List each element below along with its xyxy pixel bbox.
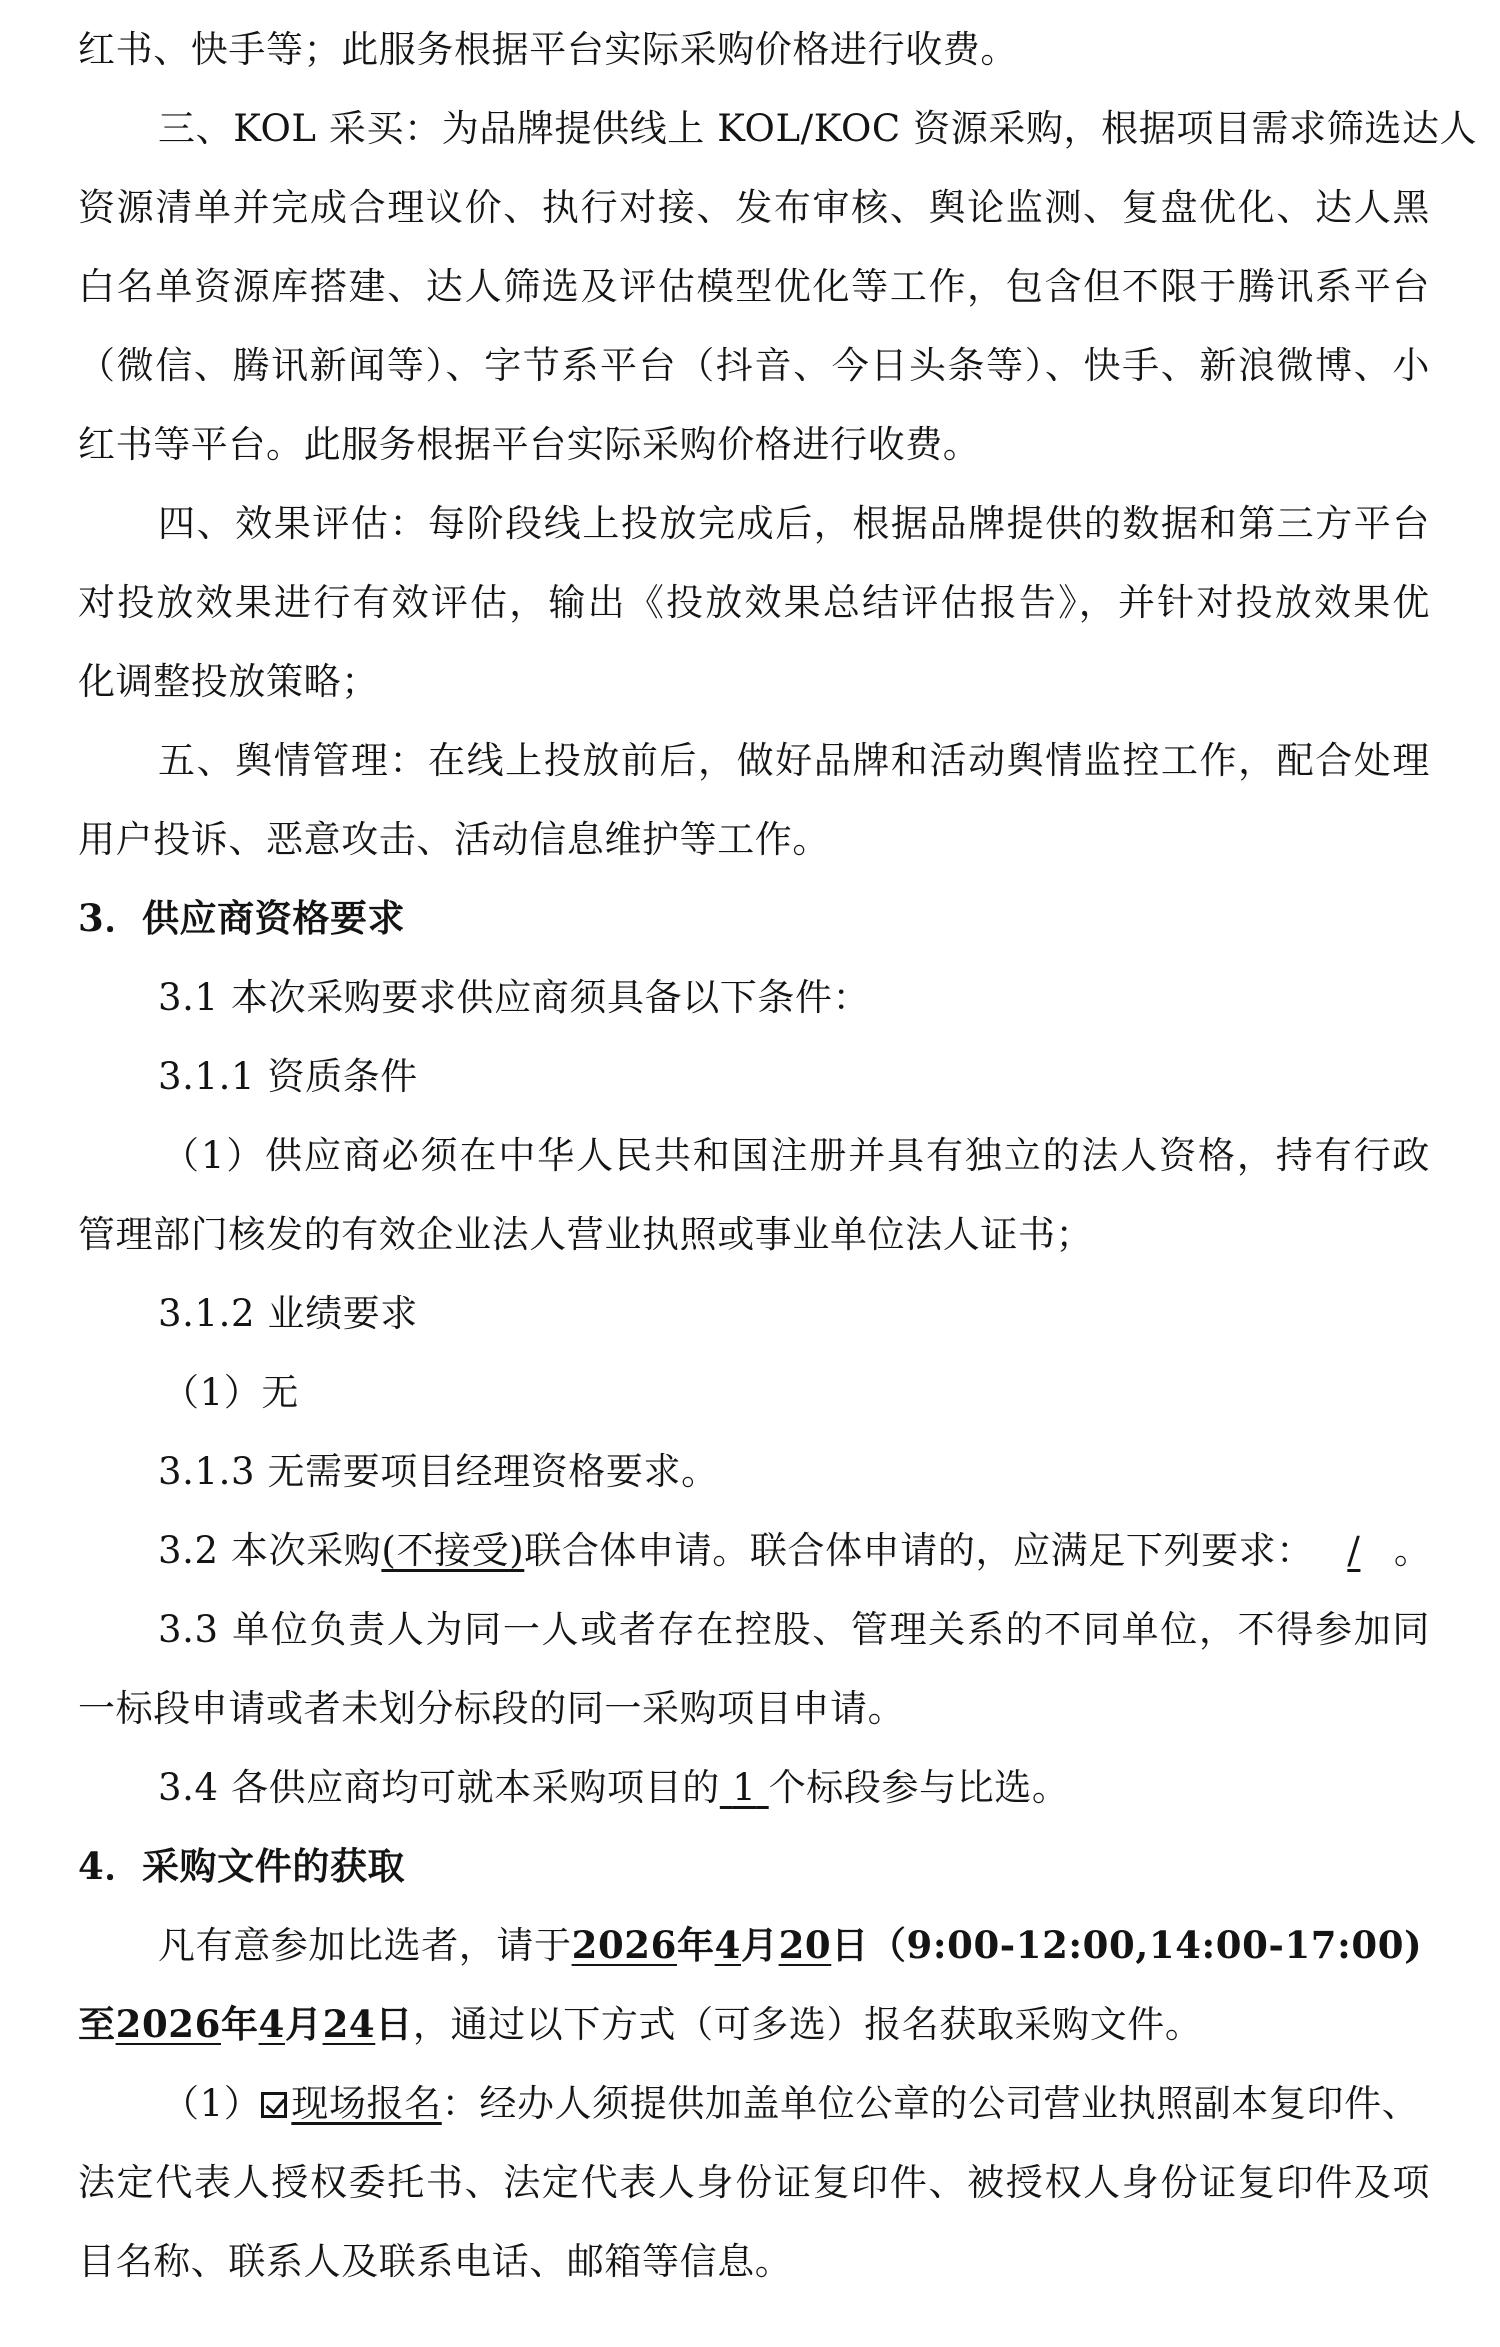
clause-3-4-suffix: 个标段参与比选。 [768, 1766, 1070, 1809]
document-page [78, 10, 1478, 2301]
clause-3-2 [78, 1511, 1430, 1590]
consortium-option: (不接受) [381, 1529, 525, 1572]
end-year: 2026 [115, 2002, 221, 2046]
end-month: 4 [258, 2002, 285, 2046]
lot-count [720, 1766, 769, 1809]
start-year: 2026 [571, 1923, 677, 1967]
method-number: （1） [162, 2082, 262, 2125]
clause-3-4-prefix: 3.4 各供应商均可就本采购项目的 [158, 1766, 720, 1809]
body-line: 红书、快手等；此服务根据平台实际采购价格进行收费。 [78, 28, 1018, 71]
body-line: 资源清单并完成合理议价、执行对接、发布审核、舆论监测、复盘优化、达人黑 [78, 186, 1430, 229]
day-char: 日 [831, 1923, 869, 1967]
year-char: 年 [221, 2002, 259, 2046]
lot-count-value: 1 [732, 1766, 757, 1809]
requirement-blank: / [1347, 1529, 1361, 1572]
to-char: 至 [78, 2002, 116, 2046]
acquisition-method-text: ，通过以下方式（可多选）报名获取采购文件。 [412, 2003, 1203, 2046]
clause-3-2-prefix: 3.2 本次采购 [158, 1529, 382, 1572]
clause-3-1-2: 3.1.2 业绩要求 [158, 1292, 418, 1335]
body-line: 目名称、联系人及联系电话、邮箱等信息。 [78, 2240, 793, 2283]
start-month: 4 [714, 1923, 741, 1967]
onsite-registration-label: 现场报名 [291, 2082, 442, 2125]
checked-box-icon [261, 2092, 287, 2118]
body-line: 对投放效果进行有效评估，输出《投放效果总结评估报告》，并针对投放效果优 [78, 581, 1430, 624]
onsite-registration-text: ：经办人须提供加盖单位公章的公司营业执照副本复印件、 [441, 2082, 1420, 2125]
acquisition-period-line1 [78, 1906, 1430, 1985]
body-line: （1）无 [162, 1371, 299, 1414]
body-line: （1）供应商必须在中华人民共和国注册并具有独立的法人资格，持有行政 [162, 1134, 1430, 1177]
body-line: 五、舆情管理：在线上投放前后，做好品牌和活动舆情监控工作，配合处理 [158, 739, 1430, 782]
body-line: 白名单资源库搭建、达人筛选及评估模型优化等工作，包含但不限于腾讯系平台 [78, 265, 1430, 308]
month-char: 月 [740, 1923, 779, 1967]
body-line: （微信、腾讯新闻等）、字节系平台（抖音、今日头条等）、快手、新浪微博、小 [78, 344, 1430, 387]
year-char: 年 [677, 1923, 715, 1967]
day-char: 日 [375, 2002, 413, 2046]
body-line: 化调整投放策略； [78, 660, 379, 703]
clause-3-1-3: 3.1.3 无需要项目经理资格要求。 [158, 1450, 719, 1493]
body-line: 法定代表人授权委托书、法定代表人身份证复印件、被授权人身份证复印件及项 [78, 2161, 1430, 2204]
clause-3-1-1: 3.1.1 资质条件 [158, 1055, 418, 1098]
body-line: 三、KOL 采买：为品牌提供线上 KOL/KOC 资源采购，根据项目需求筛选达人 [158, 107, 1478, 150]
clause-3-4 [78, 1748, 1430, 1827]
time-range: （9:00-12:00,14:00-17:00) [868, 1923, 1423, 1967]
body-line: 管理部门核发的有效企业法人营业执照或事业单位法人证书； [78, 1213, 1094, 1256]
body-line: 用户投诉、恶意攻击、活动信息维护等工作。 [78, 818, 830, 861]
section-heading-3: 3．供应商资格要求 [78, 896, 406, 940]
clause-3-1: 3.1 本次采购要求供应商须具备以下条件： [158, 976, 871, 1019]
body-line: 一标段申请或者未划分标段的同一采购项目申请。 [78, 1687, 906, 1730]
section-heading-4: 4．采购文件的获取 [78, 1844, 406, 1888]
clause-3-3: 3.3 单位负责人为同一人或者存在控股、管理关系的不同单位，不得参加同 [158, 1608, 1430, 1651]
clause-3-2-middle: 联合体申请。联合体申请的，应满足下列要求： [524, 1529, 1314, 1572]
month-char: 月 [284, 2002, 323, 2046]
body-line: 红书等平台。此服务根据平台实际采购价格进行收费。 [78, 423, 981, 466]
start-day: 20 [778, 1923, 832, 1967]
body-line: 四、效果评估：每阶段线上投放完成后，根据品牌提供的数据和第三方平台 [158, 502, 1430, 545]
end-day: 24 [322, 2002, 376, 2046]
clause-3-2-suffix: 。 [1393, 1529, 1432, 1572]
method-onsite [78, 2064, 1430, 2143]
acquisition-intro: 凡有意参加比选者，请于 [158, 1924, 572, 1967]
acquisition-period-line2 [78, 1985, 1430, 2064]
